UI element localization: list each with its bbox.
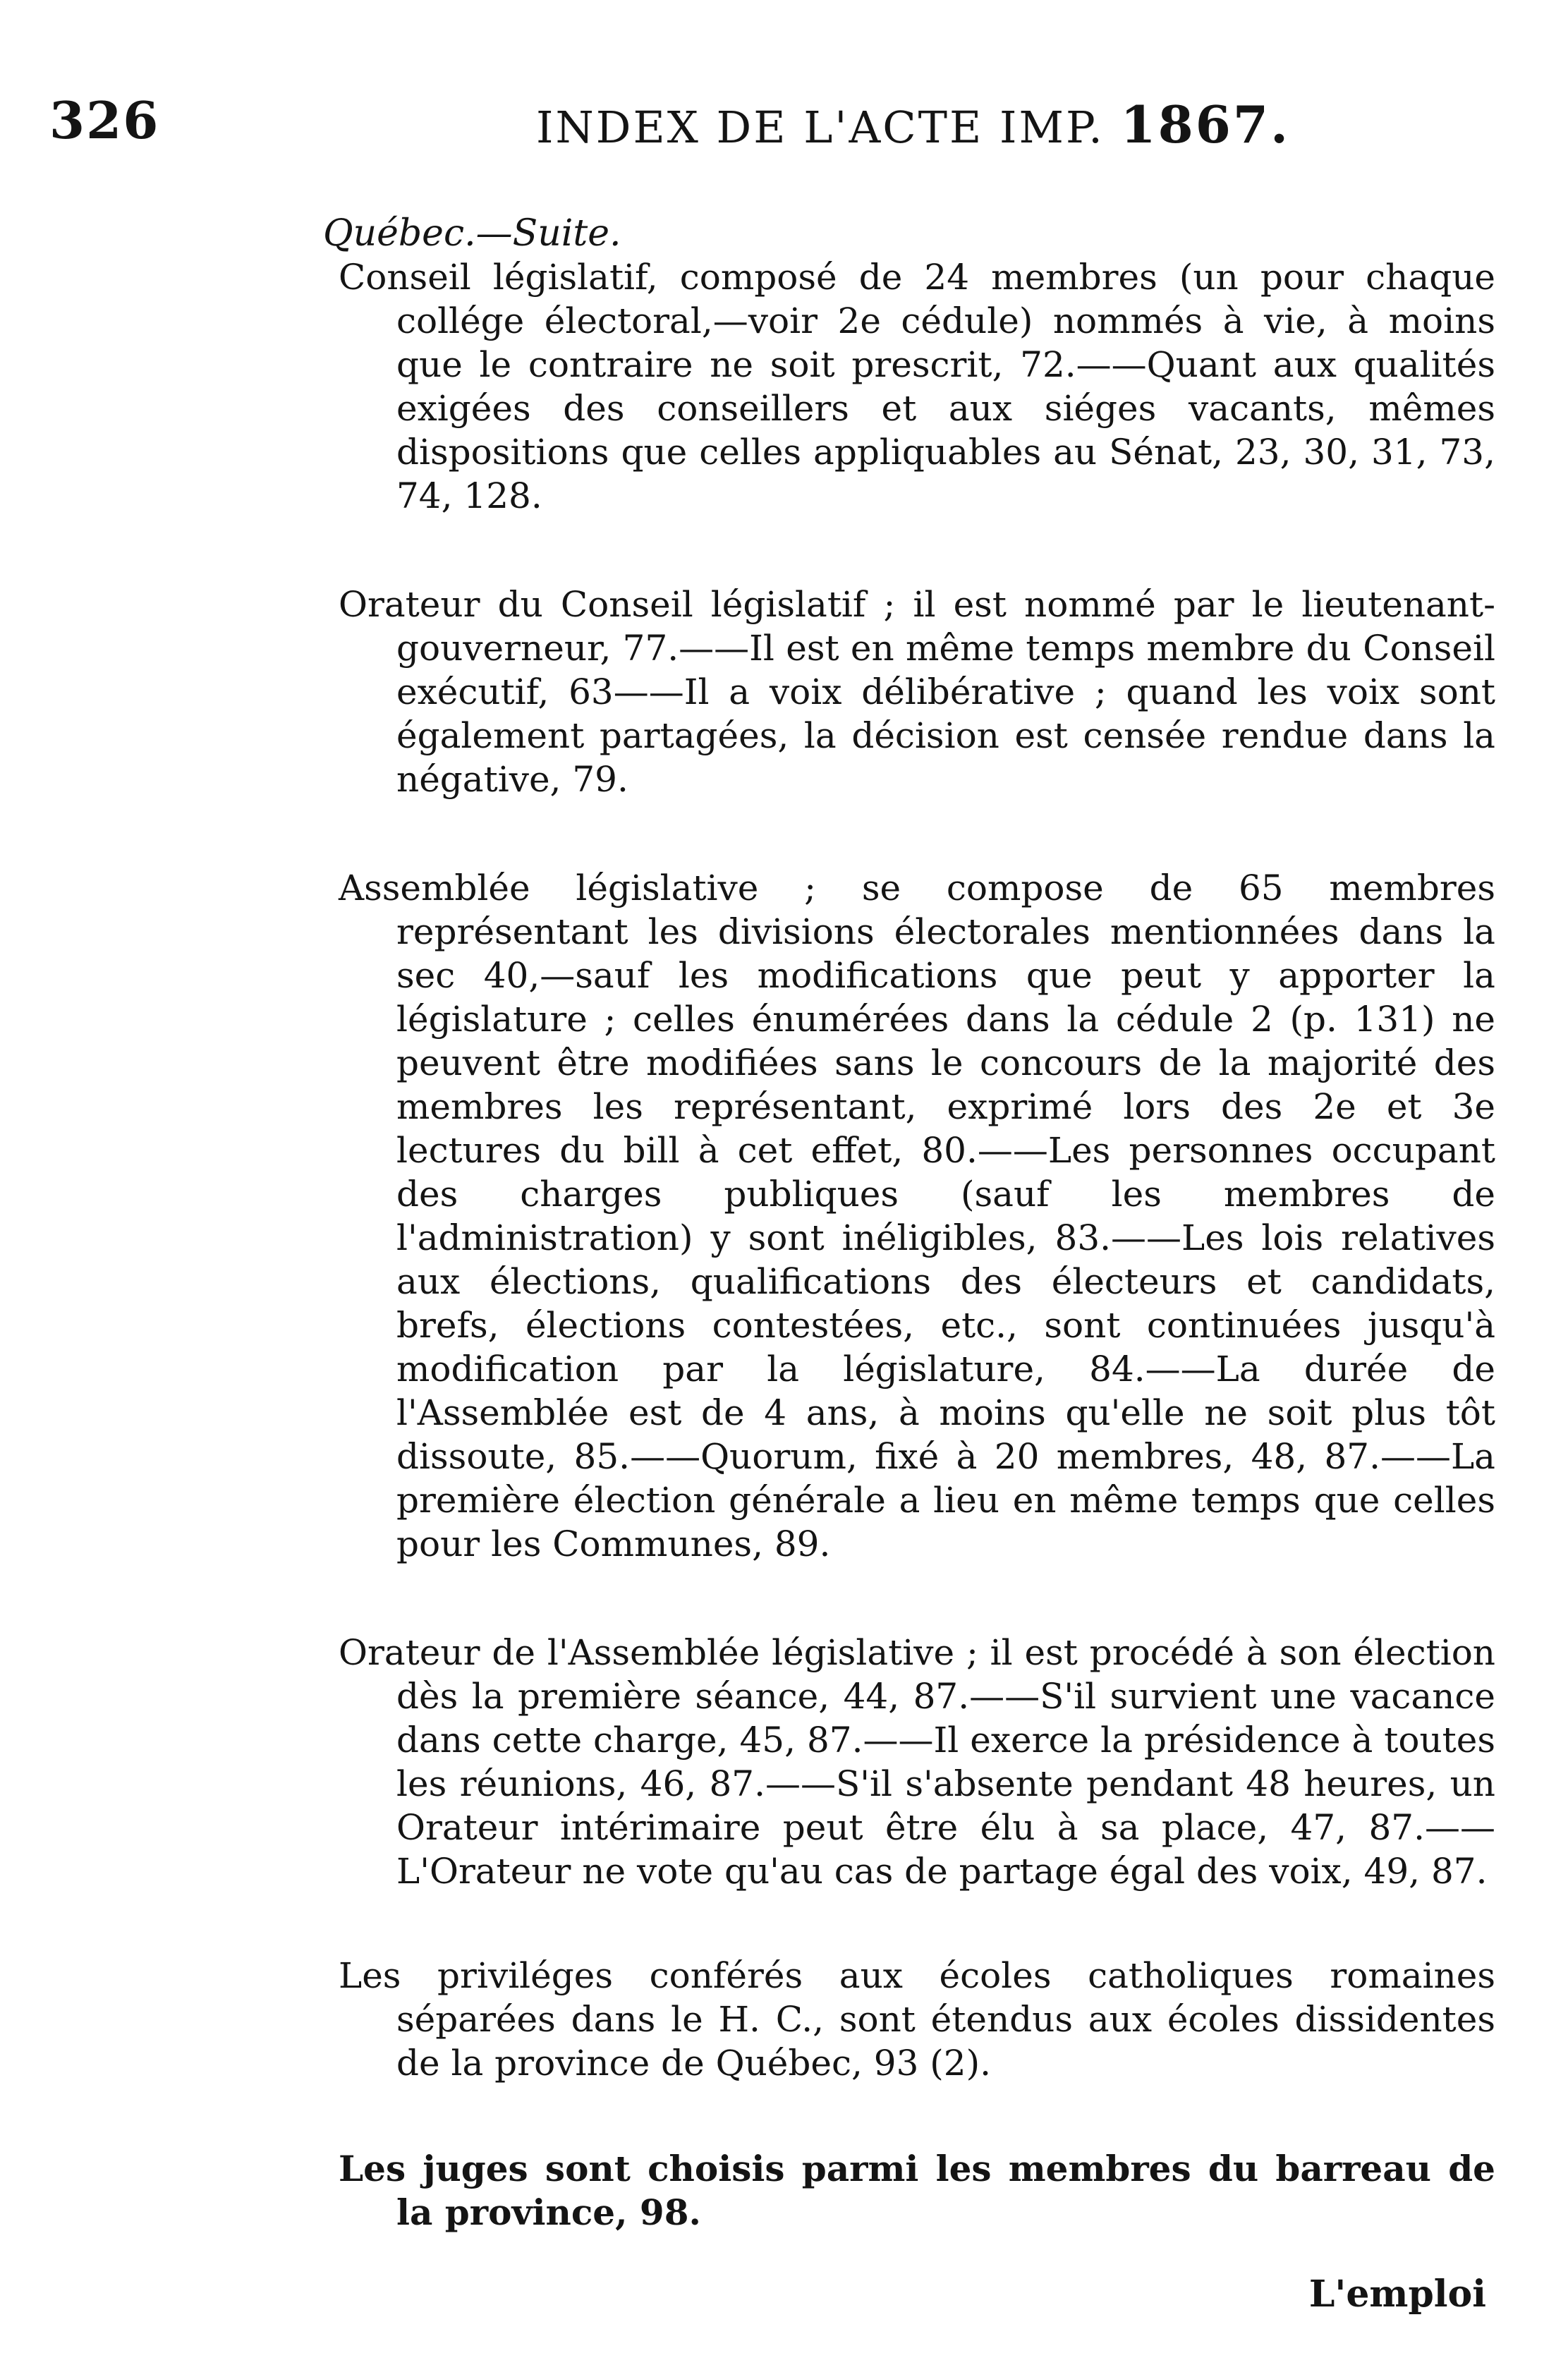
index-entry-orateur-conseil: Orateur du Conseil législatif ; il est nommé par le lieutenant-gouverneur, 77.——Il est en même temps membre du Conseil exécutif, 63——Il a voix délibérative ; quand les voix sont également partagées, la décision est censée rendue dans la négative, 79. [339,584,1495,800]
index-entry-assemblee-legislative: Assemblée législative ; se compose de 65 membres représentant les divisions électorales mentionnées dans la sec 40,—sauf les modifications que peut y apporter la législature ; celles énumérées dans la cédule 2 (p. 131) ne peuvent être modifiées sans le concours de la majorité des membres les représentant, exprimé lors des 2e et 3e lectures du bill à cet effet, 80.——Les personnes occupant des charges publiques (sauf les membres de l'administration) y sont inéligibles, 83.——Les lois relatives aux élections, qualifications des électeurs et candidats, brefs, élections contestées, etc., sont continuées jusqu'à modification par la législature, 84.——La durée de l'Assemblée est de 4 ans, à moins qu'elle ne soit plus tôt dissoute, 85.——Quorum, fixé à 20 membres, 48, 87.——La première élection générale a lieu en même temps que celles pour les Communes, 89. [339,868,1495,1564]
catchword: L'emploi [1308,2273,1486,2316]
index-entry-orateur-assemblee: Orateur de l'Assemblée législative ; il est procédé à son élection dès la première séance, 44, 87.——S'il survient une vacance dans cette charge, 45, 87.——Il exerce la présidence à toutes les réunions, 46, 87.——S'il s'absente pendant 48 heures, un Orateur intérimaire peut être élu à sa place, 47, 87.——L'Orateur ne vote qu'au cas de partage égal des voix, 49, 87. [339,1632,1495,1892]
page-number: 326 [49,90,160,150]
page-header [49,90,1519,154]
index-entry-juges: Les juges sont choisis parmi les membres du barreau de la province, 98. [339,2148,1495,2233]
index-entry-privileges-ecoles: Les priviléges conférés aux écoles catholiques romaines séparées dans le H. C., sont étendus aux écoles dissidentes de la province de Québec, 93 (2). [339,1955,1495,2084]
section-title: Québec.—Suite. [323,212,621,255]
running-title [536,95,1290,154]
running-title-text: INDEX DE L'ACTE IMP. [536,102,1105,153]
running-title-year: 1867. [1120,95,1291,154]
index-content [323,212,1495,2235]
index-entry-conseil-legislatif: Conseil législatif, composé de 24 membres (un pour chaque collége électoral,—voir 2e cédule) nommés à vie, à moins que le contraire ne soit prescrit, 72.——Quant aux qualités exigées des conseillers et aux siéges vacants, mêmes dispositions que celles appliquables au Sénat, 23, 30, 31, 73, 74, 128. [339,257,1495,516]
